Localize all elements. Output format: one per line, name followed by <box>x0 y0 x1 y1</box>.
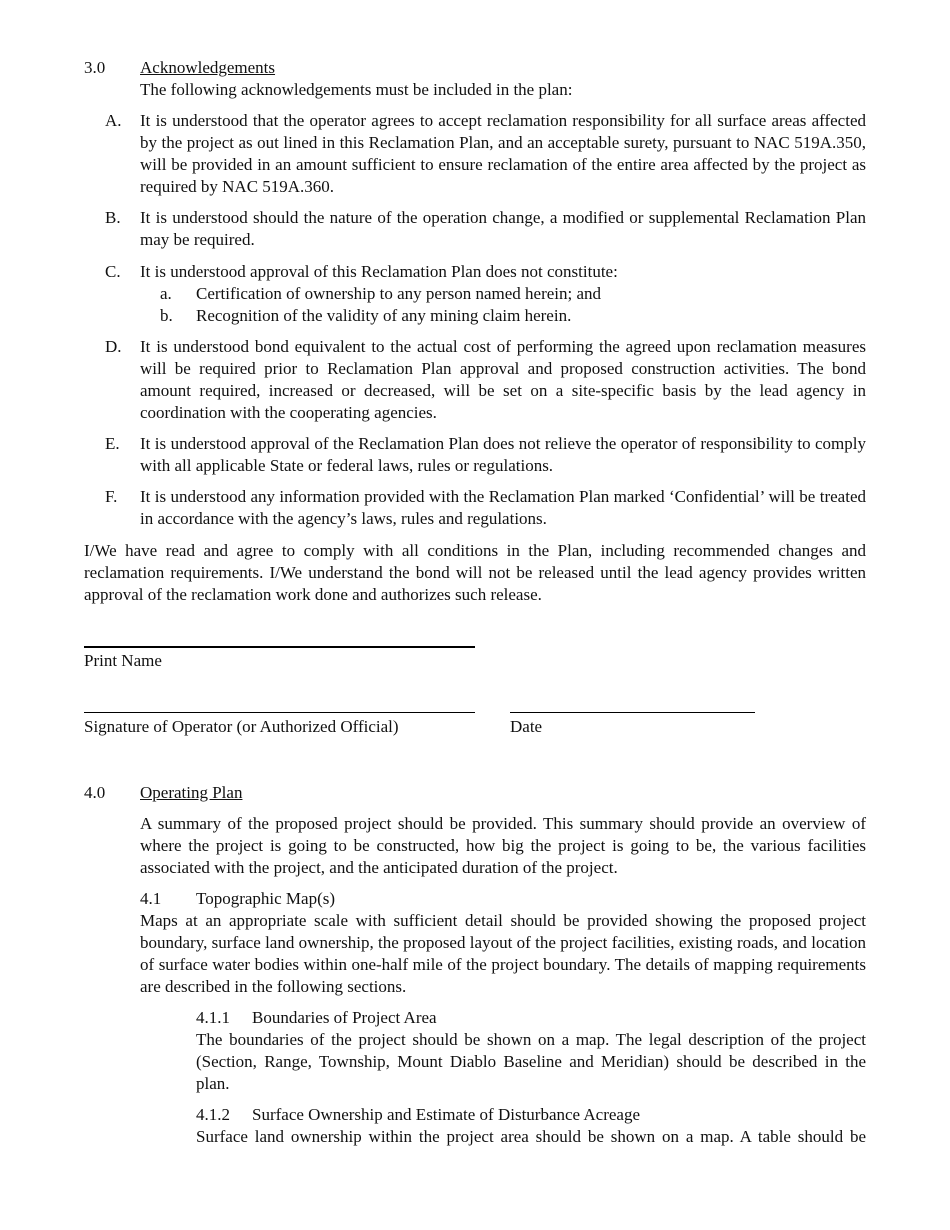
item-c-sub-a-text: Certification of ownership to any person named herein; and <box>196 284 602 303</box>
signature-label: Signature of Operator (or Authorized Official) <box>84 717 399 736</box>
print-name-label: Print Name <box>84 651 162 670</box>
date-line[interactable] <box>510 712 755 713</box>
section-4-1-2-text: Surface land ownership within the project area should be shown on a map. A table should be <box>196 1127 866 1146</box>
item-d-text: It is understood bond equivalent to the actual cost of performing the agreed upon reclamation measures will be required prior to Reclamation Plan approval and proposed construction activities. The bond amount required, increased or decreased, will be set on a site-specific basis by the lead agency in coordination with the cooperating agencies. <box>140 337 866 422</box>
item-c-letter: C. <box>105 262 121 281</box>
item-d-letter: D. <box>105 337 122 356</box>
section-4-1-2-number: 4.1.2 <box>196 1105 230 1124</box>
date-label: Date <box>510 717 543 736</box>
item-c-text: It is understood approval of this Reclamation Plan does not constitute: <box>140 262 618 281</box>
section-4-1-text: Maps at an appropriate scale with sufficient detail should be provided showing the proposed project boundary, surface land ownership, the proposed layout of the project facilities, existing roads, and location of surface water bodies within one-half mile of the project boundary. The details of mapping requirements are described in the following sections. <box>140 911 866 996</box>
section-3-intro: The following acknowledgements must be included in the plan: <box>140 80 573 99</box>
section-4-number: 4.0 <box>84 783 106 802</box>
item-e-text: It is understood approval of the Reclamation Plan does not relieve the operator of responsibility to comply with all applicable State or federal laws, rules or regulations. <box>140 434 866 475</box>
section-3-title: Acknowledgements <box>140 58 276 77</box>
item-c-sub-a-letter: a. <box>160 284 172 303</box>
item-b-text: It is understood should the nature of the operation change, a modified or supplemental Reclamation Plan may be required. <box>140 208 866 249</box>
item-f-text: It is understood any information provided with the Reclamation Plan marked ‘Confidential’ will be treated in accordance with the agency’s laws, rules and regulations. <box>140 487 866 528</box>
section-4-1-1-title: Boundaries of Project Area <box>252 1008 437 1027</box>
item-a-letter: A. <box>105 111 122 130</box>
section-4-1-title: Topographic Map(s) <box>196 889 336 908</box>
item-c-sub-b-text: Recognition of the validity of any mining claim herein. <box>196 306 572 325</box>
agreement-paragraph: I/We have read and agree to comply with all conditions in the Plan, including recommended changes and reclamation requirements. I/We understand the bond will not be released until the lead agency provides written approval of the reclamation work done and authorizes such release. <box>84 541 866 604</box>
signature-line[interactable] <box>84 712 475 713</box>
section-4-title: Operating Plan <box>140 783 243 802</box>
section-4-1-1-text: The boundaries of the project should be shown on a map. The legal description of the project (Section, Range, Township, Mount Diablo Baseline and Meridian) should be described in the plan. <box>196 1030 866 1093</box>
item-c-sub-b-letter: b. <box>160 306 173 325</box>
section-4-summary: A summary of the proposed project should be provided. This summary should provide an overview of where the project is going to be constructed, how big the project is going to be, the various facilities associated with the project, and the anticipated duration of the project. <box>140 814 866 877</box>
print-name-line[interactable] <box>84 646 475 648</box>
section-4-1-1-number: 4.1.1 <box>196 1008 230 1027</box>
section-3-number: 3.0 <box>84 58 106 77</box>
section-4-1-2-title: Surface Ownership and Estimate of Disturbance Acreage <box>252 1105 641 1124</box>
item-f-letter: F. <box>105 487 118 506</box>
item-b-letter: B. <box>105 208 121 227</box>
section-4-1-number: 4.1 <box>140 889 162 908</box>
item-e-letter: E. <box>105 434 120 453</box>
item-a-text: It is understood that the operator agrees to accept reclamation responsibility for all surface areas affected by the project as out lined in this Reclamation Plan, and an acceptable surety, pursuant to NAC 519A.350, will be provided in an amount sufficient to ensure reclamation of the entire area affected by the project as required by NAC 519A.360. <box>140 111 866 196</box>
